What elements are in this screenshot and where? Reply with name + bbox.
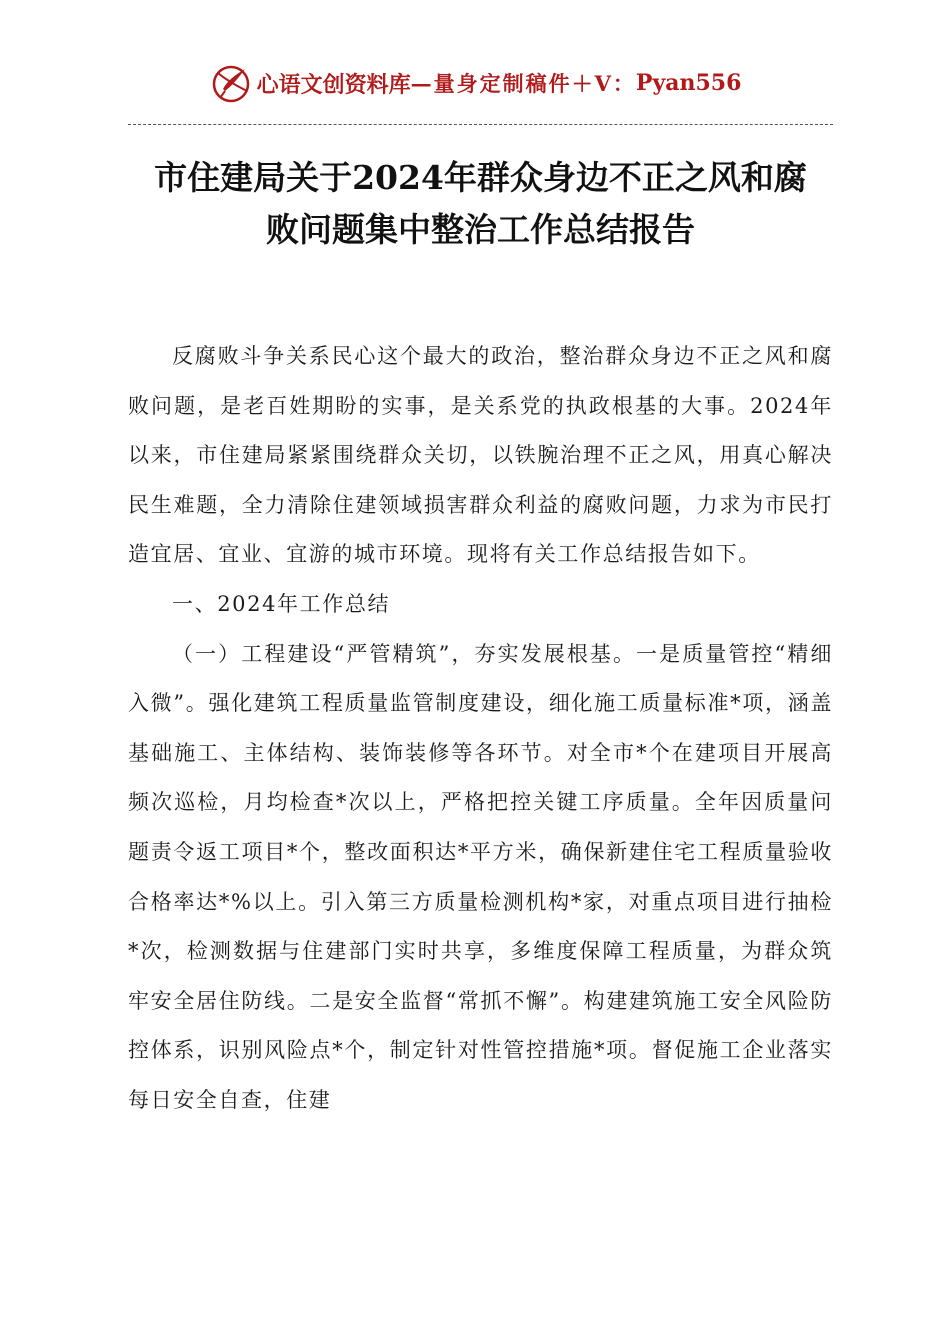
section-heading: 一、2024年工作总结 <box>172 591 391 616</box>
quill-pen-logo-icon <box>209 61 253 105</box>
title-line-2: 败问题集中整治工作总结报告 <box>266 210 695 249</box>
brand-name: 心语文创资料库 <box>256 71 411 98</box>
page-header <box>0 58 950 108</box>
header-divider <box>128 124 833 125</box>
brand-slogan: —量身定制稿件＋V： <box>410 71 636 96</box>
contact-id: Pyan556 <box>635 70 742 96</box>
document-title <box>128 152 833 256</box>
intro-paragraph: 反腐败斗争关系民心这个最大的政治，整治群众身边不正之风和腐败问题，是老百姓期盼的实事，是关系党的执政根基的大事。2024年以来，市住建局紧紧围绕群众关切，以铁腕治理不正之风，用真心解决民生难题，全力清除住建领域损害群众利益的腐败问题，力求为市民打造宜居、宜业、宜游的城市环境。现将有关工作总结报告如下。 <box>128 344 833 567</box>
title-line-1: 市住建局关于2024年群众身边不正之风和腐 <box>154 158 807 197</box>
body-paragraph: （一）工程建设“严管精筑”，夯实发展根基。一是质量管控“精细入微”。强化建筑工程质量监管制度建设，细化施工质量标准*项，涵盖基础施工、主体结构、装饰装修等各环节。对全市*个在建项目开展高频次巡检，月均检查*次以上，严格把控关键工序质量。全年因质量问题责令返工项目*个，整改面积达*平方米，确保新建住宅工程质量验收合格率达*%以上。引入第三方质量检测机构*家，对重点项目进行抽检*次，检测数据与住建部门实时共享，多维度保障工程质量，为群众筑牢安全居住防线。二是安全监督“常抓不懈”。构建建筑施工安全风险防控体系，识别风险点*个，制定针对性管控措施*项。督促施工企业落实每日安全自查，住建 <box>128 641 833 1112</box>
document-body <box>128 332 833 1126</box>
